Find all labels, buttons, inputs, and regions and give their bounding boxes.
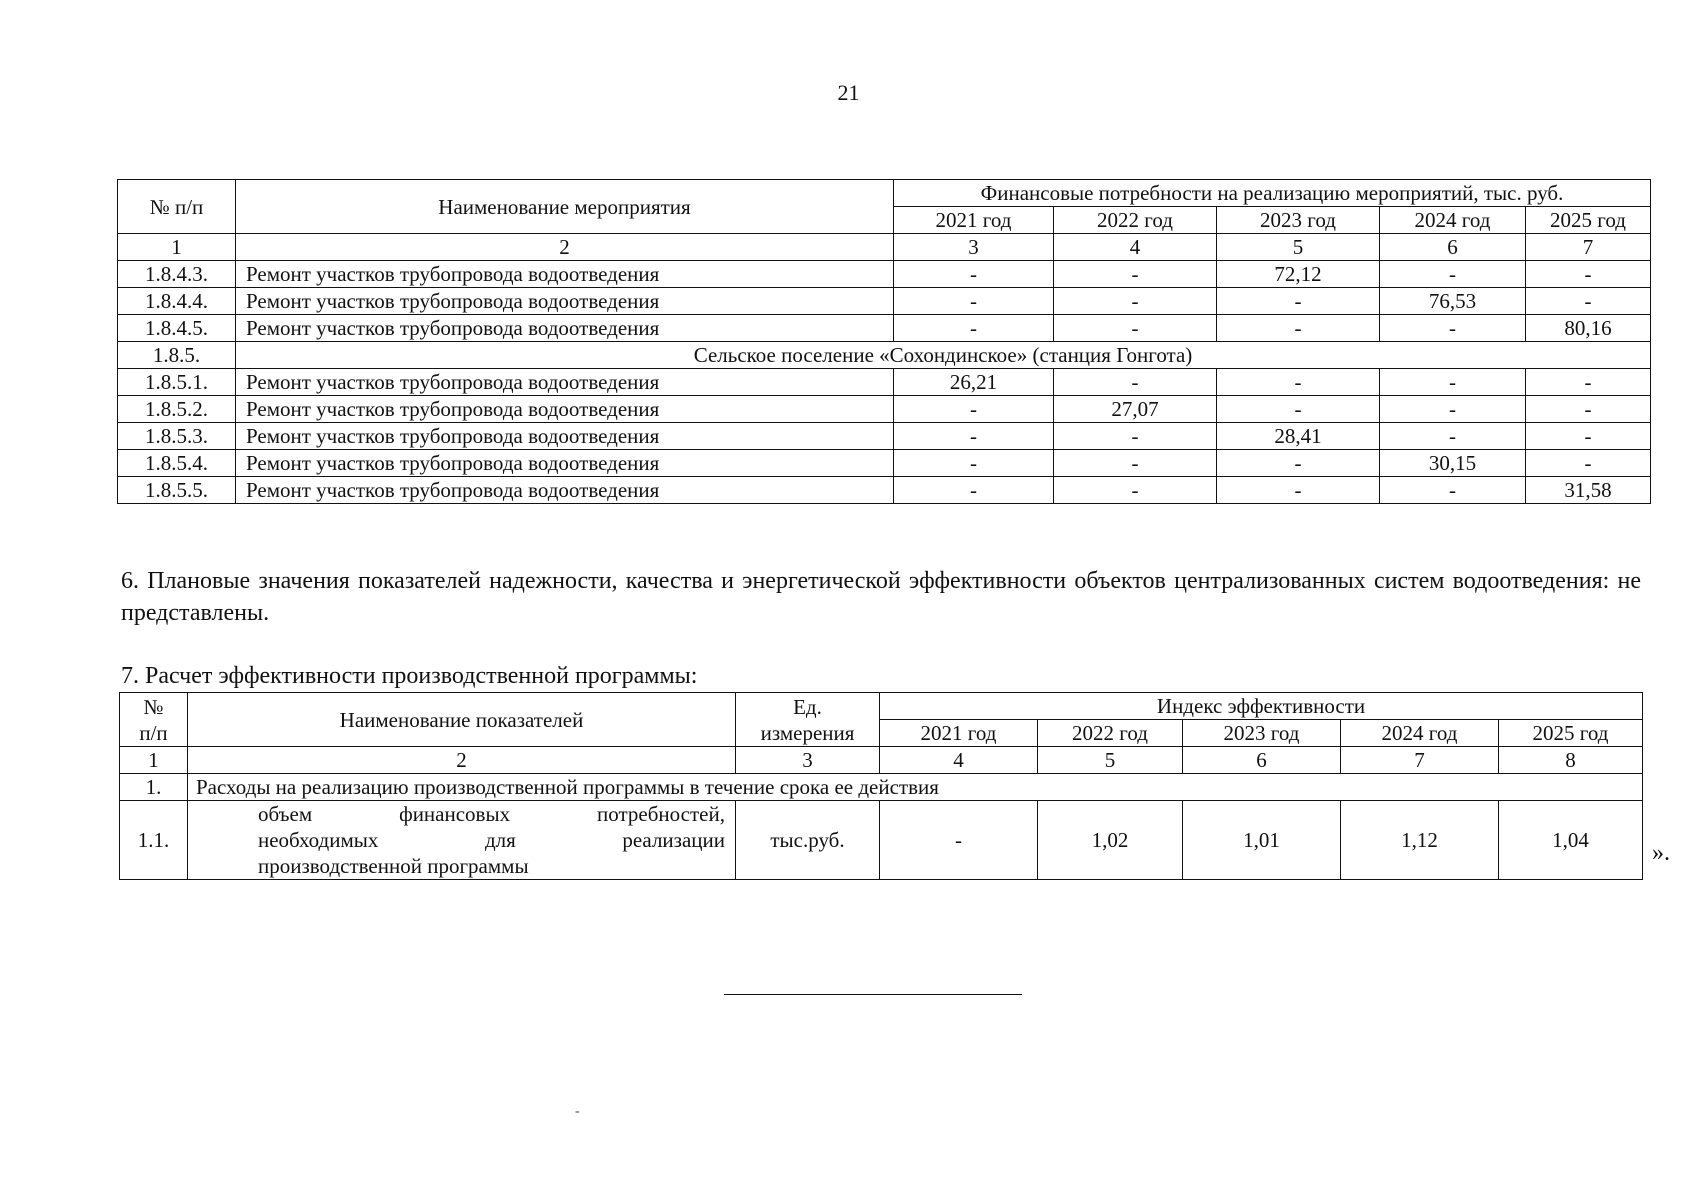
section-6-text: 6. Плановые значения показателей надежности, качества и энергетической эффективности объектов централизованных систем водоотведения: не представлены.: [121, 568, 1641, 626]
row-value: -: [1380, 396, 1526, 423]
row-value: -: [1380, 477, 1526, 504]
row-value: -: [1526, 261, 1651, 288]
row-name: Ремонт участков трубопровода водоотведения: [236, 450, 894, 477]
header-year: 2022 год: [1038, 720, 1183, 747]
table-row: [118, 423, 1651, 450]
row-name: Ремонт участков трубопровода водоотведения: [236, 477, 894, 504]
table-row: [120, 801, 1643, 880]
row-value: 30,15: [1380, 450, 1526, 477]
row-value: 27,07: [1054, 396, 1217, 423]
header-unit: [736, 693, 880, 747]
table-row: [118, 396, 1651, 423]
row-value: -: [1054, 288, 1217, 315]
table-row: [118, 315, 1651, 342]
row-value: -: [1217, 369, 1380, 396]
column-number-row: [120, 747, 1643, 774]
section-6-paragraph: [121, 565, 1641, 629]
row-value: -: [894, 396, 1054, 423]
row-num: 1.8.4.5.: [118, 315, 236, 342]
row-value: -: [1380, 315, 1526, 342]
separator-line: [724, 994, 1022, 995]
header-year: 2021 год: [880, 720, 1038, 747]
row-name: Ремонт участков трубопровода водоотведения: [236, 315, 894, 342]
column-number: 2: [188, 747, 736, 774]
header-year: 2021 год: [894, 207, 1054, 234]
column-number: 6: [1183, 747, 1341, 774]
table-row: [118, 369, 1651, 396]
row-value: -: [1526, 288, 1651, 315]
row-num: 1.1.: [120, 801, 188, 880]
row-name: Ремонт участков трубопровода водоотведения: [236, 396, 894, 423]
row-value: -: [1054, 315, 1217, 342]
table-row: [118, 288, 1651, 315]
header-year: 2022 год: [1054, 207, 1217, 234]
section-title: Сельское поселение «Сохондинское» (станция Гонгота): [236, 342, 1651, 369]
table-row: [118, 477, 1651, 504]
row-value: 1,04: [1499, 801, 1643, 880]
row-value: -: [894, 450, 1054, 477]
table-row: [118, 261, 1651, 288]
row-value: -: [894, 288, 1054, 315]
header-finance: Финансовые потребности на реализацию мероприятий, тыс. руб.: [894, 180, 1651, 207]
column-number: 8: [1499, 747, 1643, 774]
header-year: 2023 год: [1183, 720, 1341, 747]
header-year: 2024 год: [1380, 207, 1526, 234]
row-value: 1,12: [1341, 801, 1499, 880]
header-unit-line2: измерения: [760, 720, 855, 745]
column-number: 5: [1038, 747, 1183, 774]
page-number: 21: [837, 80, 860, 105]
row-value: -: [1526, 423, 1651, 450]
column-number: 4: [1054, 234, 1217, 261]
row-value: -: [1054, 450, 1217, 477]
row-value: 72,12: [1217, 261, 1380, 288]
column-number: 5: [1217, 234, 1380, 261]
row-num: 1.8.5.3.: [118, 423, 236, 450]
row-num: 1.8.4.4.: [118, 288, 236, 315]
row-name: Ремонт участков трубопровода водоотведения: [236, 261, 894, 288]
financial-needs-table: [117, 179, 1651, 504]
column-number: 6: [1380, 234, 1526, 261]
section-7-title: 7. Расчет эффективности производственной программы:: [121, 663, 698, 689]
row-value: 80,16: [1526, 315, 1651, 342]
group-num: 1.: [120, 774, 188, 801]
row-name: [188, 801, 736, 880]
header-name: Наименование мероприятия: [236, 180, 894, 234]
column-number: 2: [236, 234, 894, 261]
row-value: -: [894, 477, 1054, 504]
row-num: 1.8.5.2.: [118, 396, 236, 423]
column-number-row: [118, 234, 1651, 261]
row-name-line: необходимых для реализации: [258, 828, 725, 852]
row-value: -: [1380, 369, 1526, 396]
row-value: -: [1054, 423, 1217, 450]
row-name: Ремонт участков трубопровода водоотведения: [236, 423, 894, 450]
row-value: -: [1526, 396, 1651, 423]
section-num: 1.8.5.: [118, 342, 236, 369]
column-number: 7: [1341, 747, 1499, 774]
row-value: -: [1054, 369, 1217, 396]
row-value: -: [1526, 450, 1651, 477]
header-year: 2025 год: [1499, 720, 1643, 747]
header-year: 2024 год: [1341, 720, 1499, 747]
row-value: 28,41: [1217, 423, 1380, 450]
column-number: 1: [118, 234, 236, 261]
column-number: 7: [1526, 234, 1651, 261]
row-num: 1.8.5.5.: [118, 477, 236, 504]
row-value: -: [1217, 396, 1380, 423]
row-name-line: объем финансовых потребностей,: [258, 802, 725, 826]
header-name: Наименование показателей: [188, 693, 736, 747]
header-year: 2025 год: [1526, 207, 1651, 234]
header-num-line1: №: [143, 694, 164, 719]
section-row: [118, 342, 1651, 369]
column-number: 3: [736, 747, 880, 774]
header-num: [120, 693, 188, 747]
header-num: № п/п: [118, 180, 236, 234]
row-name: Ремонт участков трубопровода водоотведения: [236, 288, 894, 315]
row-value: -: [1217, 315, 1380, 342]
header-unit-line1: Ед.: [793, 694, 822, 719]
column-number: 3: [894, 234, 1054, 261]
row-num: 1.8.5.4.: [118, 450, 236, 477]
row-value: -: [1380, 423, 1526, 450]
column-number: 4: [880, 747, 1038, 774]
row-name: Ремонт участков трубопровода водоотведения: [236, 369, 894, 396]
scan-speck: -: [575, 1104, 580, 1119]
row-value: 76,53: [1380, 288, 1526, 315]
header-num-line2: п/п: [139, 720, 168, 745]
row-value: 26,21: [894, 369, 1054, 396]
row-value: -: [1054, 261, 1217, 288]
row-value: -: [894, 423, 1054, 450]
column-number: 1: [120, 747, 188, 774]
row-value: -: [1526, 369, 1651, 396]
row-value: -: [1054, 477, 1217, 504]
group-title: Расходы на реализацию производственной программы в течение срока ее действия: [188, 774, 1643, 801]
row-num: 1.8.5.1.: [118, 369, 236, 396]
row-value: -: [880, 801, 1038, 880]
row-value: -: [894, 315, 1054, 342]
row-unit: тыс.руб.: [736, 801, 880, 880]
row-value: 1,02: [1038, 801, 1183, 880]
row-num: 1.8.4.3.: [118, 261, 236, 288]
row-value: 1,01: [1183, 801, 1341, 880]
efficiency-table: [119, 692, 1643, 880]
header-year: 2023 год: [1217, 207, 1380, 234]
row-name-line: производственной программы: [258, 854, 529, 878]
group-row: [120, 774, 1643, 801]
row-value: -: [1217, 450, 1380, 477]
table-row: [118, 450, 1651, 477]
row-value: -: [1217, 477, 1380, 504]
row-value: -: [1217, 288, 1380, 315]
row-value: -: [894, 261, 1054, 288]
closing-quote: ».: [1652, 840, 1670, 866]
header-index: Индекс эффективности: [880, 693, 1643, 720]
row-value: -: [1380, 261, 1526, 288]
row-value: 31,58: [1526, 477, 1651, 504]
